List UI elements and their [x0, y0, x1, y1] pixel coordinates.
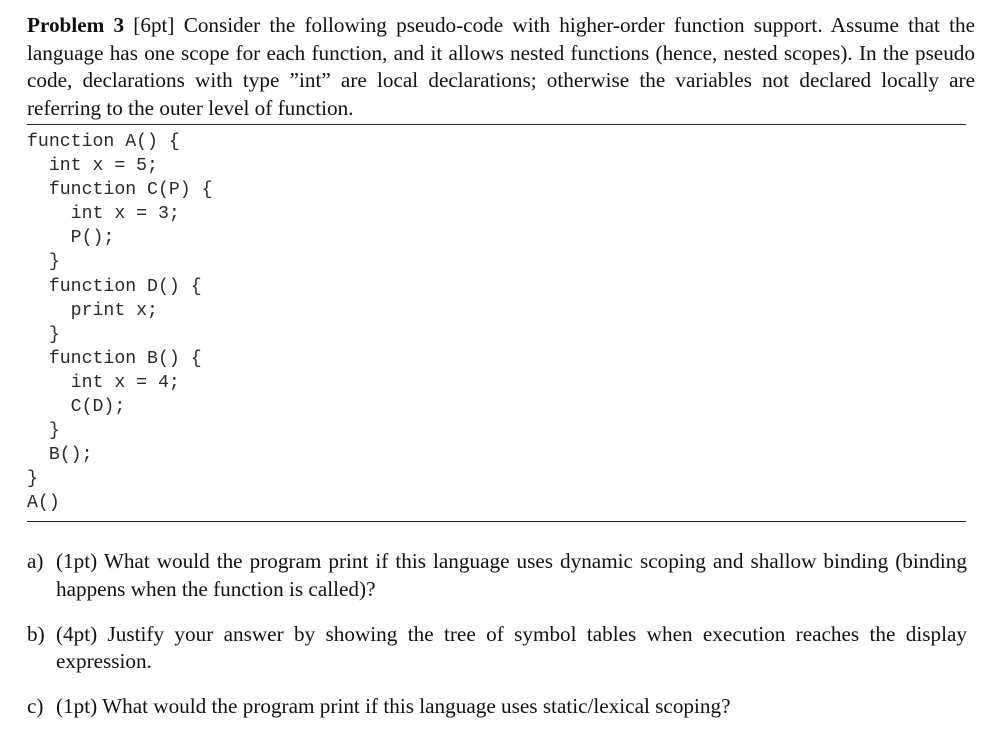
problem-statement	[27, 12, 975, 122]
top-divider	[27, 124, 966, 125]
code-block	[27, 130, 213, 516]
question-marker: a)	[27, 549, 44, 573]
code-line: }	[27, 469, 38, 490]
questions-list	[27, 548, 967, 721]
problem-title: Problem 3	[27, 13, 125, 37]
question-text: (1pt) What would the program print if this language uses static/lexical scoping?	[56, 694, 731, 718]
code-line: function D() {	[27, 276, 202, 297]
question-b	[27, 621, 967, 676]
code-line: C(D);	[27, 397, 126, 418]
code-line: }	[27, 421, 60, 442]
code-line: function B() {	[27, 348, 202, 369]
bottom-divider	[27, 521, 966, 522]
code-line: function C(P) {	[27, 180, 213, 201]
code-line: int x = 4;	[27, 372, 180, 393]
question-text: (1pt) What would the program print if this language uses dynamic scoping and shallow binding (binding happens when the function is called)?	[56, 549, 967, 601]
question-c	[27, 693, 967, 721]
question-text: (4pt) Justify your answer by showing the tree of symbol tables when execution reaches the display expression.	[56, 621, 967, 673]
code-line: int x = 3;	[27, 204, 180, 225]
code-line: B();	[27, 445, 93, 466]
code-line: int x = 5;	[27, 156, 158, 177]
code-line: P();	[27, 228, 115, 249]
question-marker: c)	[27, 694, 44, 718]
problem-description: [6pt] Consider the following pseudo-code with higher-order function support. Assume that the language has one scope for each function, and it allows nested functions (hence, nested scopes). In the pseudo code, declarations with type ”int” are local declarations; otherwise the variables not declared locally are referring to the outer level of function.	[27, 13, 975, 120]
code-line: A()	[27, 493, 60, 514]
question-marker: b)	[27, 621, 45, 646]
code-line: }	[27, 324, 60, 345]
code-line: }	[27, 252, 60, 273]
question-a	[27, 548, 967, 603]
code-line: print x;	[27, 300, 158, 321]
code-line: function A() {	[27, 132, 180, 152]
